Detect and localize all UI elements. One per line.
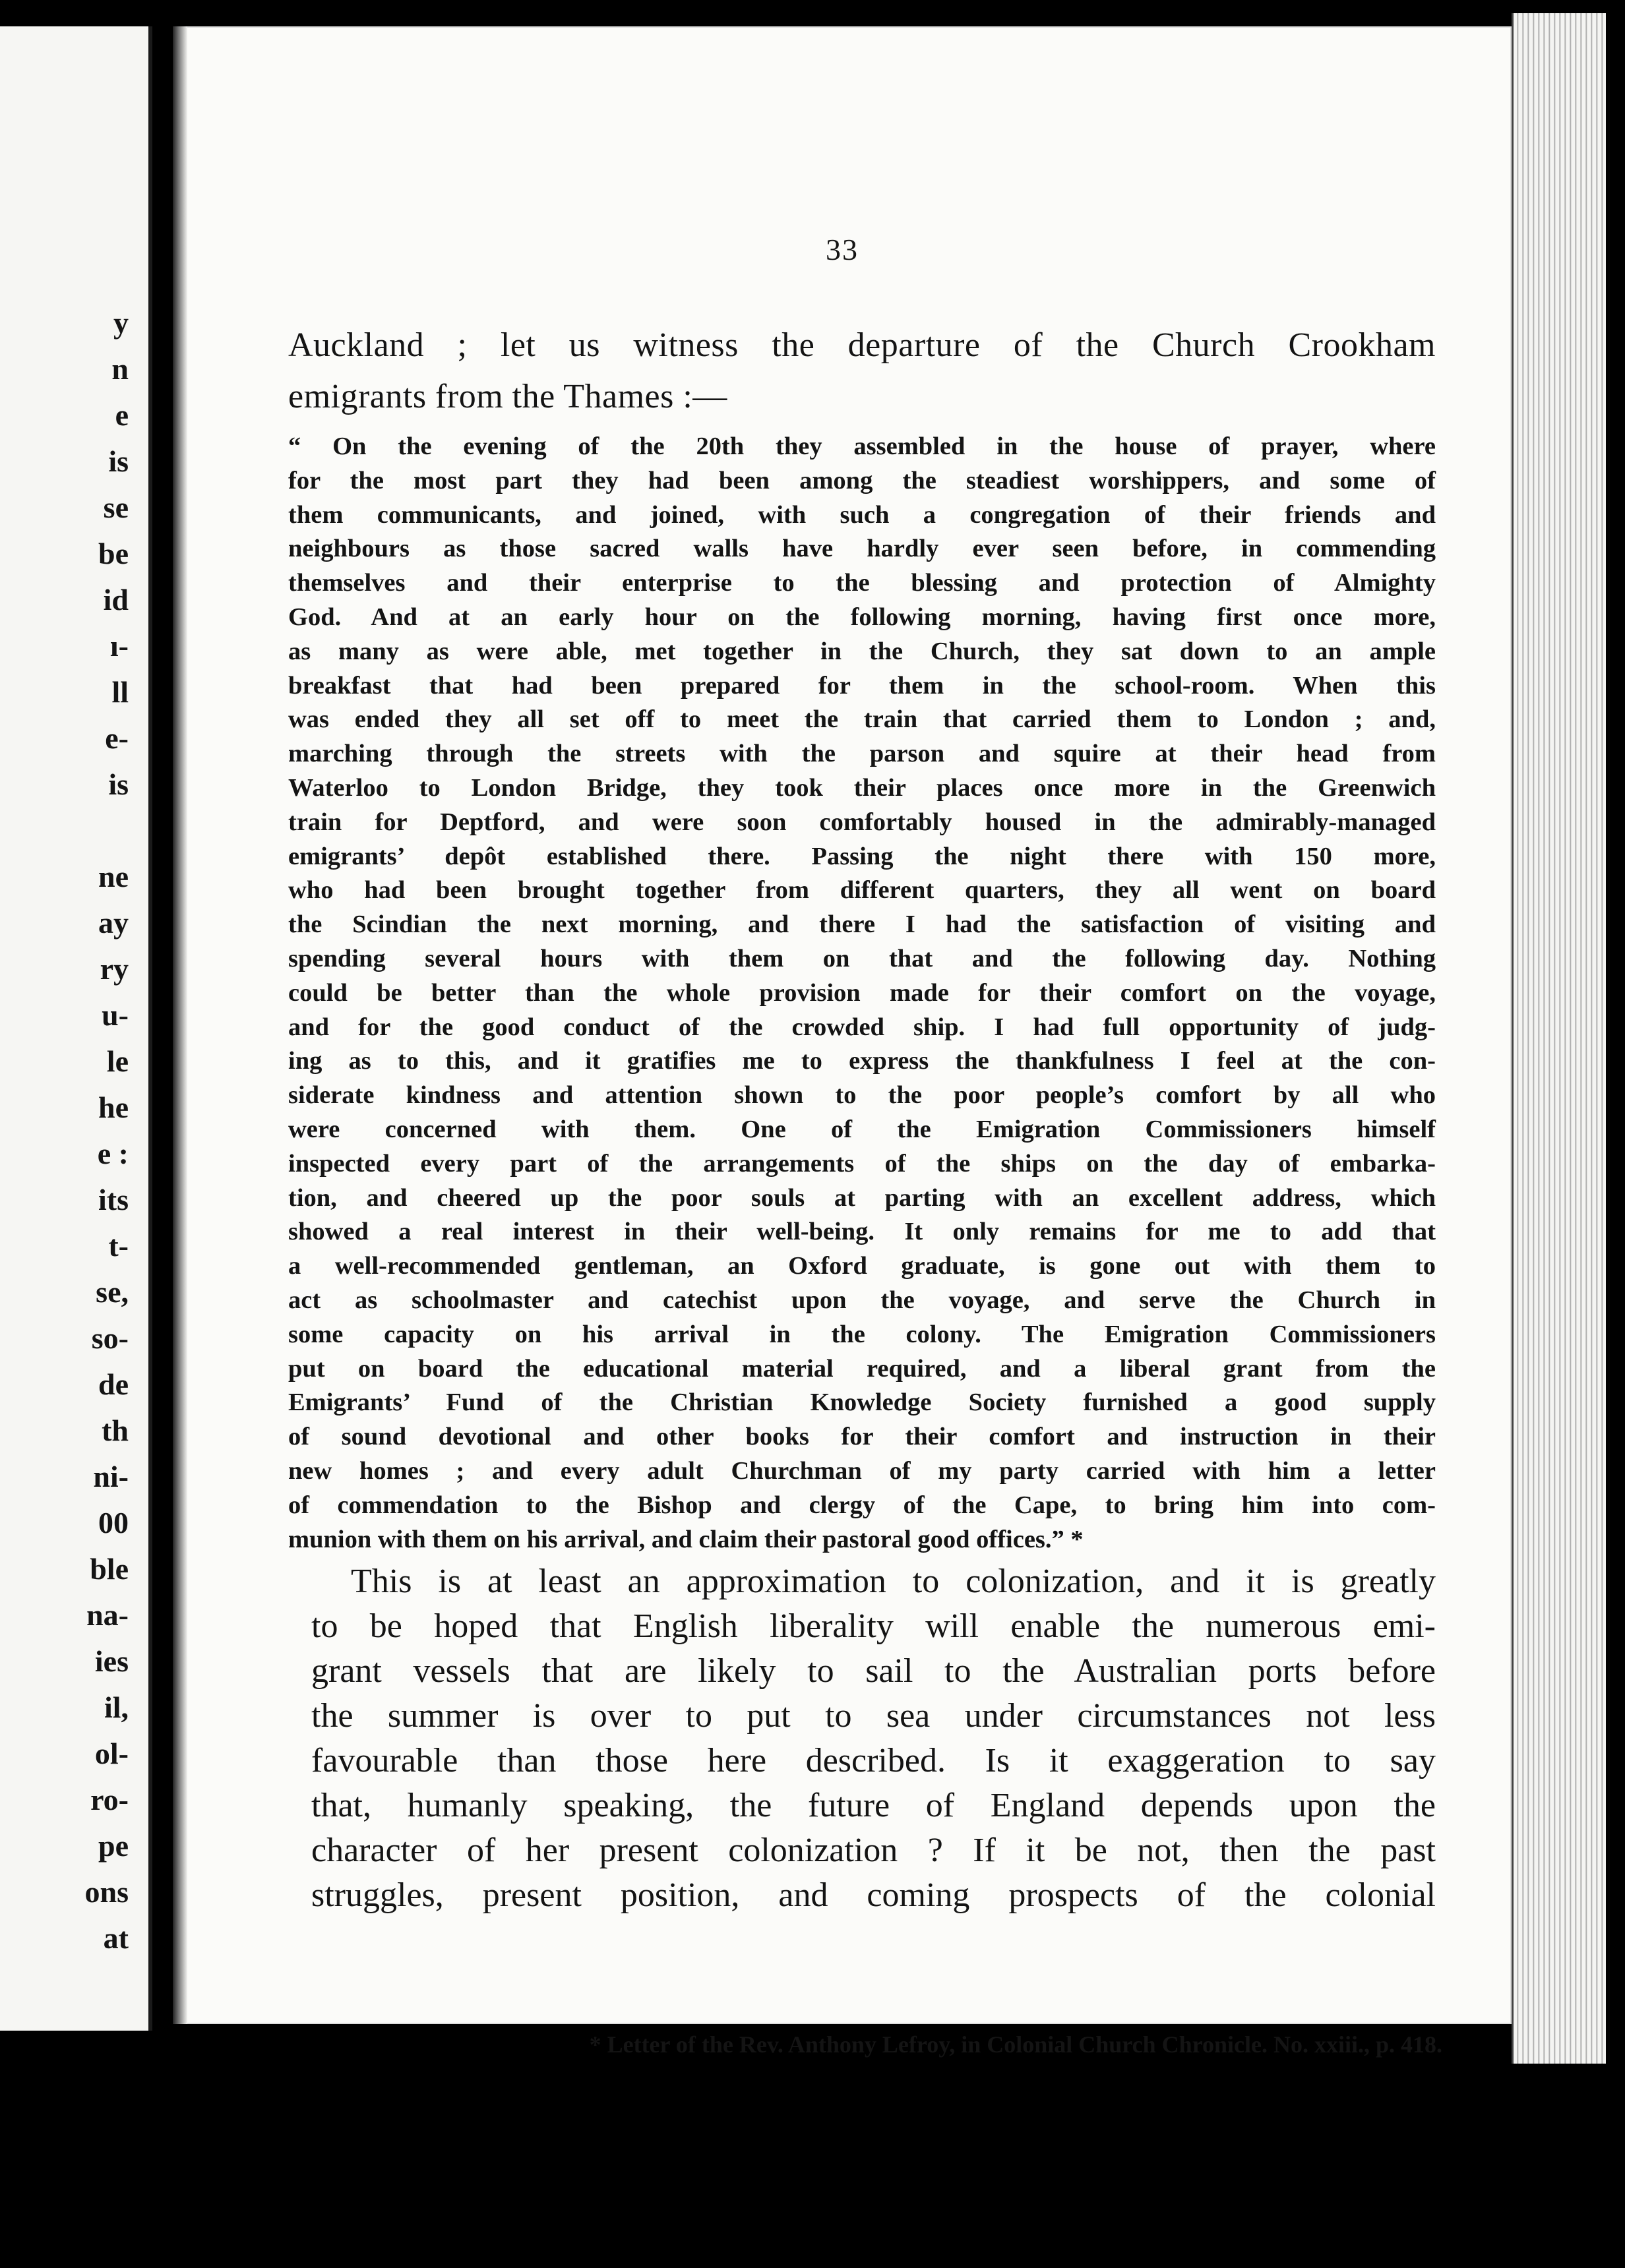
- quoted-letter: [288, 430, 1436, 1557]
- left-page-fragment: n: [111, 352, 129, 386]
- left-page-fragment: ı-: [109, 629, 129, 663]
- left-page-fragment: ies: [94, 1644, 129, 1678]
- left-page-fragment: ne: [98, 860, 129, 893]
- page-edges: [1512, 13, 1606, 2064]
- quote-line: and for the good conduct of the crowded ship. I had full opportunity of judg-: [288, 1013, 1436, 1041]
- quote-line: neighbours as those sacred walls have hardly ever seen before, in commending: [288, 535, 1436, 563]
- quote-line: a well-recommended gentleman, an Oxford graduate, is gone out with them to: [288, 1252, 1436, 1280]
- left-facing-page: [0, 26, 152, 2031]
- body-line: favourable than those here described. Is it exaggeration to say: [311, 1742, 1436, 1779]
- quote-line: showed a real interest in their well-being. It only remains for me to add that: [288, 1218, 1436, 1246]
- quote-line: as many as were able, met together in the Church, they sat down to an ample: [288, 637, 1436, 665]
- left-page-fragment: de: [98, 1367, 129, 1401]
- body-line: This is at least an approximation to colonization, and it is greatly: [351, 1563, 1436, 1600]
- left-page-fragment: se: [103, 491, 129, 524]
- quote-line: for the most part they had been among the steadiest worshippers, and some of: [288, 466, 1436, 494]
- left-page-fragment: ro-: [90, 1783, 129, 1816]
- quote-line: could be better than the whole provision made for their comfort on the voyage,: [288, 978, 1436, 1007]
- body-line: grant vessels that are likely to sail to the Australian ports before: [311, 1652, 1436, 1690]
- left-page-fragment: e: [115, 398, 129, 432]
- left-page-fragment: id: [103, 583, 129, 616]
- body-line: struggles, present position, and coming prospects of the colonial: [311, 1876, 1436, 1914]
- quote-line: the Scindian the next morning, and there I had the satisfaction of visiting and: [288, 910, 1436, 939]
- quote-line: emigrants’ depôt established there. Passing the night there with 150 more,: [288, 842, 1436, 870]
- left-page-fragment: so-: [91, 1321, 129, 1355]
- intro-line: emigrants from the Thames :—: [288, 378, 727, 415]
- left-page-fragment: ni-: [93, 1460, 129, 1493]
- left-page-fragment: he: [98, 1090, 129, 1124]
- quote-line: them communicants, and joined, with such a congregation of their friends and: [288, 500, 1436, 529]
- quote-line: Emigrants’ Fund of the Christian Knowledge Society furnished a good supply: [288, 1388, 1436, 1417]
- page-number: 33: [826, 233, 859, 266]
- left-page-fragment: e-: [105, 721, 129, 755]
- book-gutter: [173, 26, 187, 2024]
- quote-line: put on board the educational material required, and a liberal grant from the: [288, 1354, 1436, 1383]
- left-page-fragment: le: [106, 1044, 129, 1078]
- quote-line: munion with them on his arrival, and claim their pastoral good offices.” *: [288, 1525, 1084, 1553]
- quote-line: ing as to this, and it gratifies me to express the thankfulness I feel at the con-: [288, 1047, 1436, 1075]
- quote-line: act as schoolmaster and catechist upon the voyage, and serve the Church in: [288, 1286, 1436, 1314]
- left-page-fragment: its: [98, 1183, 129, 1216]
- left-page-fragment: ons: [84, 1875, 129, 1909]
- quote-line: “ On the evening of the 20th they assembled in the house of prayer, where: [288, 433, 1436, 460]
- body-line: that, humanly speaking, the future of England depends upon the: [311, 1787, 1436, 1824]
- left-page-fragment: y: [113, 306, 129, 340]
- quote-line: tion, and cheered up the poor souls at parting with an excellent address, which: [288, 1183, 1436, 1212]
- quote-line: were concerned with them. One of the Emigration Commissioners himself: [288, 1115, 1436, 1143]
- left-page-fragment: u-: [102, 998, 129, 1032]
- quote-line: of commendation to the Bishop and clergy of the Cape, to bring him into com-: [288, 1491, 1436, 1519]
- body-paragraph: [311, 1559, 1436, 1918]
- left-page-fragment: ol-: [94, 1737, 129, 1770]
- left-page-fragment: pe: [98, 1829, 129, 1863]
- left-page-text-fragments: [49, 300, 129, 1961]
- left-page-fragment: il,: [104, 1690, 129, 1724]
- left-page-fragment: ble: [90, 1552, 129, 1586]
- quote-line: spending several hours with them on that and the following day. Nothing: [288, 944, 1436, 972]
- quote-line: train for Deptford, and were soon comfortably housed in the admirably-managed: [288, 808, 1436, 836]
- quote-line: was ended they all set off to meet the train that carried them to London ; and,: [288, 705, 1436, 734]
- quote-line: some capacity on his arrival in the colony. The Emigration Commissioners: [288, 1320, 1436, 1348]
- left-page-fragment: is: [108, 444, 129, 478]
- intro-paragraph: [288, 320, 1436, 423]
- quote-line: of sound devotional and other books for their comfort and instruction in their: [288, 1423, 1436, 1451]
- left-page-fragment: ll: [111, 675, 129, 709]
- left-page-fragment: be: [98, 537, 129, 570]
- left-page-fragment: ry: [100, 952, 129, 986]
- left-page-fragment: [49, 808, 129, 854]
- quote-line: marching through the streets with the parson and squire at their head from: [288, 740, 1436, 768]
- quote-line: themselves and their enterprise to the blessing and protection of Almighty: [288, 569, 1436, 597]
- left-page-fragment: se,: [96, 1275, 129, 1309]
- intro-line: Auckland ; let us witness the departure of the Church Crookham: [288, 326, 1436, 364]
- quote-line: God. And at an early hour on the following morning, having first once more,: [288, 603, 1436, 631]
- left-page-fragment: na-: [86, 1598, 129, 1632]
- left-page-fragment: at: [103, 1921, 129, 1955]
- left-page-fragment: e :: [97, 1137, 129, 1170]
- quote-line: who had been brought together from different quarters, they all went on board: [288, 876, 1436, 905]
- quote-line: new homes ; and every adult Churchman of my party carried with him a letter: [288, 1456, 1436, 1485]
- left-page-fragment: 00: [98, 1506, 129, 1539]
- left-page-fragment: t-: [108, 1229, 129, 1263]
- main-page: [173, 26, 1512, 2058]
- quote-line: breakfast that had been prepared for them in the school-room. When this: [288, 671, 1436, 700]
- left-page-fragment: ay: [98, 906, 129, 940]
- left-page-fragment: is: [108, 767, 129, 801]
- quote-line: inspected every part of the arrangements of the ships on the day of embarka-: [288, 1149, 1436, 1178]
- left-page-fragment: th: [102, 1414, 129, 1447]
- quote-line: Waterloo to London Bridge, they took their places once more in the Greenwich: [288, 773, 1436, 802]
- body-line: to be hoped that English liberality will enable the numerous emi-: [311, 1607, 1436, 1645]
- body-line: character of her present colonization ? If it be not, then the past: [311, 1832, 1436, 1869]
- quote-line: siderate kindness and attention shown to the poor people’s comfort by all who: [288, 1081, 1436, 1110]
- footnote: * Letter of the Rev. Anthony Lefroy, in Colonial Church Chronicle. No. xxiii., p. 418.: [589, 2031, 1442, 2058]
- body-line: the summer is over to put to sea under circumstances not less: [311, 1697, 1436, 1735]
